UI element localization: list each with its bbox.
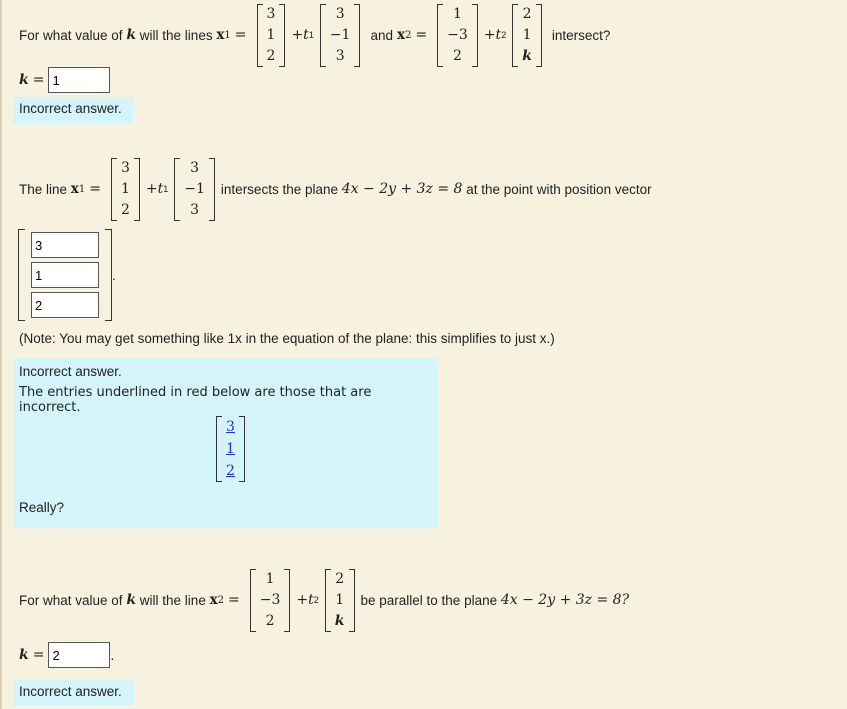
equals: = bbox=[228, 592, 240, 608]
point-vector-2: 1 −3 2 bbox=[437, 4, 478, 67]
plus: + bbox=[483, 27, 496, 43]
plus: + bbox=[296, 592, 309, 608]
text: For what value of bbox=[19, 592, 123, 608]
var-x2: x bbox=[209, 592, 218, 608]
text: For what value of bbox=[19, 27, 123, 43]
feedback-3 bbox=[13, 680, 134, 705]
equals: = bbox=[32, 72, 45, 88]
feedback-1 bbox=[13, 97, 133, 123]
point-vector: 3 1 2 bbox=[111, 158, 140, 221]
var-t2: t bbox=[308, 592, 314, 608]
k-input-1[interactable] bbox=[48, 67, 110, 93]
answer-row-3 bbox=[19, 642, 114, 668]
question-3-text: For what value of k will the line x 2 = 1 −3 2 + t 2 2 1 k be parallel to the plane 4x − 2y + 3z = 8? bbox=[19, 567, 629, 633]
feedback-detail: The entries underlined in red below are those that are incorrect. bbox=[19, 385, 372, 415]
text: will the line bbox=[139, 592, 206, 608]
var-t1: t bbox=[303, 27, 309, 43]
period: . bbox=[112, 267, 116, 283]
var-k: k bbox=[19, 72, 29, 88]
text: be parallel to the plane bbox=[360, 592, 498, 608]
feedback-text: Incorrect answer. bbox=[19, 101, 122, 116]
question-2-text: The line x 1 = 3 1 2 + t 1 3 −1 3 intersects the plane 4x − 2y + 3z = 8 at the point with position vector bbox=[19, 157, 652, 221]
period: . bbox=[110, 647, 115, 663]
sub: 1 bbox=[78, 183, 86, 195]
left-border bbox=[0, 0, 2, 709]
feedback-comment: Really? bbox=[19, 500, 65, 515]
var-x1: x bbox=[216, 27, 225, 43]
position-vector-input bbox=[18, 229, 116, 321]
var-k: k bbox=[19, 647, 29, 663]
direction-vector-1: 3 −1 3 bbox=[320, 4, 361, 67]
plane-equation: 4x − 2y + 3z = 8? bbox=[500, 592, 630, 608]
var-k: k bbox=[126, 592, 137, 608]
incorrect-entry: 2 bbox=[226, 463, 235, 479]
equals: = bbox=[32, 647, 45, 663]
sub: 2 bbox=[217, 594, 225, 606]
vector-entry-2[interactable] bbox=[31, 262, 99, 288]
answer-row-1 bbox=[19, 67, 110, 93]
text: intersect? bbox=[551, 27, 611, 43]
equals: = bbox=[234, 27, 247, 43]
text: and bbox=[370, 27, 393, 43]
var-x1: x bbox=[70, 181, 79, 197]
incorrect-entries-vector bbox=[216, 416, 245, 482]
point-vector: 1 −3 2 bbox=[250, 569, 291, 632]
text: intersects the plane bbox=[220, 181, 338, 197]
note-text: (Note: You may get something like 1x in the equation of the plane: this simplifies to just x.) bbox=[19, 331, 555, 346]
direction-vector: 3 −1 3 bbox=[174, 158, 215, 221]
text: will the lines bbox=[139, 27, 213, 43]
plus: + bbox=[145, 181, 158, 197]
sub: 2 bbox=[405, 29, 412, 41]
incorrect-entry: 1 bbox=[226, 441, 235, 457]
k-input-3[interactable] bbox=[48, 642, 110, 668]
vector-entry-3[interactable] bbox=[31, 292, 99, 318]
sub: 1 bbox=[224, 29, 231, 41]
equals: = bbox=[415, 27, 428, 43]
point-vector-1: 3 1 2 bbox=[257, 4, 286, 67]
text: at the point with position vector bbox=[466, 181, 652, 197]
var-k: k bbox=[126, 27, 137, 43]
direction-vector-2: 2 1 k bbox=[512, 4, 542, 67]
feedback-2 bbox=[13, 358, 437, 528]
note bbox=[19, 331, 555, 346]
var-t1: t bbox=[157, 181, 164, 197]
feedback-title: Incorrect answer. bbox=[19, 364, 122, 379]
incorrect-entry: 3 bbox=[226, 419, 235, 435]
vector-entry-1[interactable] bbox=[31, 232, 99, 258]
equals: = bbox=[89, 181, 101, 197]
var-t2: t bbox=[495, 27, 502, 43]
plus: + bbox=[291, 27, 304, 43]
question-1-text: For what value of k will the lines x 1 = 3 1 2 + t 1 3 −1 3 and x 2 = 1 −3 2 + t 2 2 1 k intersect? bbox=[19, 3, 614, 67]
direction-vector: 2 1 k bbox=[325, 569, 355, 632]
text: The line bbox=[19, 181, 68, 197]
plane-equation: 4x − 2y + 3z = 8 bbox=[341, 181, 463, 197]
var-x2: x bbox=[397, 27, 406, 43]
feedback-text: Incorrect answer. bbox=[19, 684, 122, 699]
